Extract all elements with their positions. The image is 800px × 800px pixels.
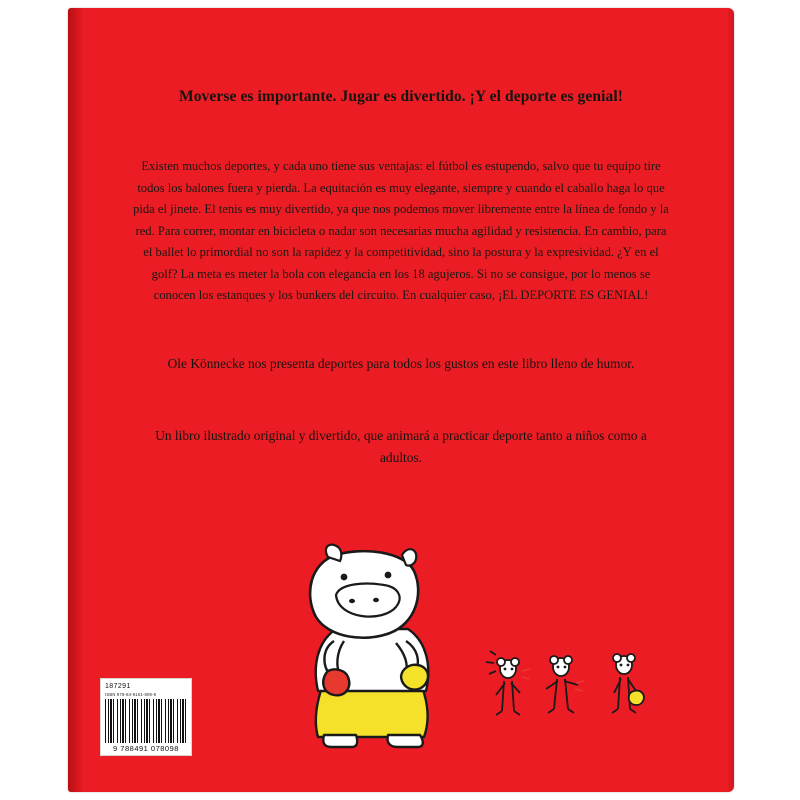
- cover-body-text: Existen muchos deportes, y cada uno tiene sus ventajas: el fútbol es estupendo, salvo que tu equipo tire todos los balones fuera y pierda. La equitación es muy elegante, siempre y cuando el caballo haga lo que pida el jinete. El tenis es muy divertido, ya que nos podemos mover libremente entre la línea de fondo y la red. Para correr, montar en bicicleta o nadar son necesarias mucha agilidad y resistencia. En cambio, para el ballet lo primordial no son la rapidez y la competitividad, sino la postura y la expresividad. ¿Y en el golf? La meta es meter la bola con elegancia en los 18 agujeros. Si no se consigue, por lo menos se conocen los estanques y los bunkers del circuito. En cualquier caso, ¡EL DEPORTE ES GENIAL!: [133, 159, 669, 302]
- three-mice-icon: [468, 649, 683, 744]
- cover-author-credit: Ole Könnecke nos presenta deportes para todos los gustos en este libro lleno de humor.: [167, 356, 635, 371]
- cover-right-edge-shadow: [726, 8, 734, 792]
- spine-shadow: [68, 8, 84, 792]
- book-cover: [68, 8, 734, 792]
- barcode-isbn-text: ISBN 978-84-9101-809-8: [105, 692, 157, 697]
- barcode-lines: [105, 699, 187, 743]
- barcode-number: 9 788491 078098: [113, 744, 179, 753]
- cover-headline: Moverse es importante. Jugar es divertido. ¡Y el deporte es genial!: [178, 88, 624, 105]
- boxing-hippo-icon: [278, 537, 468, 752]
- barcode: [100, 678, 192, 756]
- barcode-top-number: 187291: [105, 683, 131, 690]
- cover-tagline: Un libro ilustrado original y divertido, que animará a practicar deporte tanto a niños como a adultos.: [155, 428, 647, 465]
